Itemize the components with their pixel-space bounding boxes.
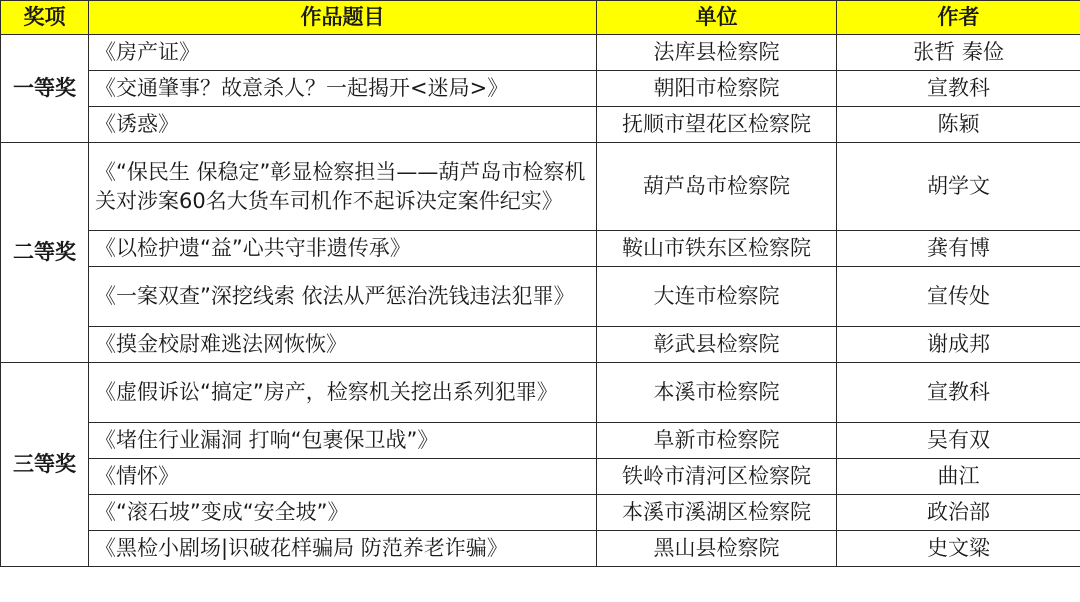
work-author: 宣教科 bbox=[837, 363, 1080, 423]
work-unit: 葫芦岛市检察院 bbox=[597, 143, 837, 231]
table-row bbox=[1, 495, 1080, 531]
table-row bbox=[1, 35, 1080, 71]
work-unit: 鞍山市铁东区检察院 bbox=[597, 231, 837, 267]
work-title: 《摸金校尉难逃法网恢恢》 bbox=[89, 327, 597, 363]
work-unit: 黑山县检察院 bbox=[597, 531, 837, 567]
work-title: 《“保民生 保稳定”彰显检察担当——葫芦岛市检察机关对涉案60名大货车司机作不起诉决定案件纪实》 bbox=[89, 143, 597, 231]
work-author: 张哲 秦俭 bbox=[837, 35, 1080, 71]
work-title: 《“滚石坡”变成“安全坡”》 bbox=[89, 495, 597, 531]
work-unit: 本溪市溪湖区检察院 bbox=[597, 495, 837, 531]
work-author: 宣传处 bbox=[837, 267, 1080, 327]
table-row bbox=[1, 459, 1080, 495]
work-title: 《堵住行业漏洞 打响“包裹保卫战”》 bbox=[89, 423, 597, 459]
work-unit: 抚顺市望花区检察院 bbox=[597, 107, 837, 143]
table-row bbox=[1, 107, 1080, 143]
work-title: 《交通肇事？故意杀人？一起揭开<迷局>》 bbox=[89, 71, 597, 107]
table-row bbox=[1, 423, 1080, 459]
header-unit: 单位 bbox=[597, 1, 837, 35]
work-unit: 法库县检察院 bbox=[597, 35, 837, 71]
work-author: 陈颖 bbox=[837, 107, 1080, 143]
work-author: 胡学文 bbox=[837, 143, 1080, 231]
work-unit: 铁岭市清河区检察院 bbox=[597, 459, 837, 495]
header-author: 作者 bbox=[837, 1, 1080, 35]
award-first: 一等奖 bbox=[1, 35, 89, 143]
work-author: 谢成邦 bbox=[837, 327, 1080, 363]
table-row bbox=[1, 531, 1080, 567]
header-row bbox=[1, 1, 1080, 35]
table-row bbox=[1, 143, 1080, 231]
work-unit: 阜新市检察院 bbox=[597, 423, 837, 459]
work-author: 史文粱 bbox=[837, 531, 1080, 567]
work-title: 《诱惑》 bbox=[89, 107, 597, 143]
work-author: 政治部 bbox=[837, 495, 1080, 531]
work-unit: 大连市检察院 bbox=[597, 267, 837, 327]
work-unit: 本溪市检察院 bbox=[597, 363, 837, 423]
work-author: 曲江 bbox=[837, 459, 1080, 495]
table-row bbox=[1, 71, 1080, 107]
table-row bbox=[1, 363, 1080, 423]
award-second: 二等奖 bbox=[1, 143, 89, 363]
work-author: 龚有博 bbox=[837, 231, 1080, 267]
table-row bbox=[1, 267, 1080, 327]
work-title: 《房产证》 bbox=[89, 35, 597, 71]
table-row bbox=[1, 231, 1080, 267]
work-title: 《黑检小剧场|识破花样骗局 防范养老诈骗》 bbox=[89, 531, 597, 567]
work-unit: 彰武县检察院 bbox=[597, 327, 837, 363]
work-title: 《情怀》 bbox=[89, 459, 597, 495]
award-third: 三等奖 bbox=[1, 363, 89, 567]
header-award: 奖项 bbox=[1, 1, 89, 35]
work-title: 《以检护遗“益”心共守非遗传承》 bbox=[89, 231, 597, 267]
work-author: 宣教科 bbox=[837, 71, 1080, 107]
header-title: 作品题目 bbox=[89, 1, 597, 35]
work-unit: 朝阳市检察院 bbox=[597, 71, 837, 107]
work-title: 《虚假诉讼“搞定”房产，检察机关挖出系列犯罪》 bbox=[89, 363, 597, 423]
work-title: 《一案双查”深挖线索 依法从严惩治洗钱违法犯罪》 bbox=[89, 267, 597, 327]
work-author: 吴有双 bbox=[837, 423, 1080, 459]
table-row bbox=[1, 327, 1080, 363]
